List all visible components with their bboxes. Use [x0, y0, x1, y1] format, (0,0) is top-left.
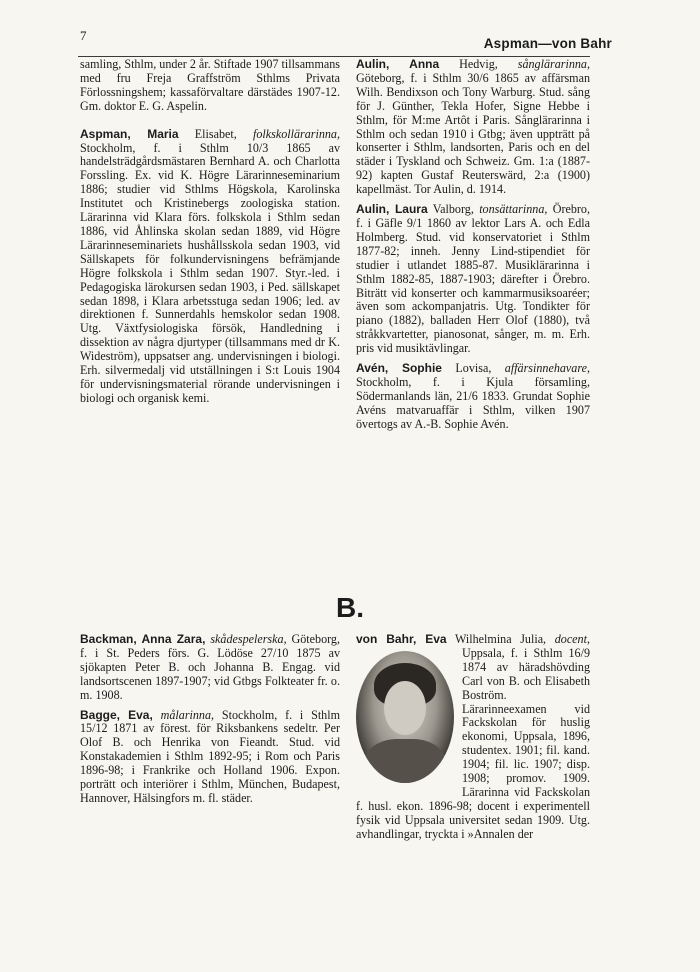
entry-name: Avén, Sophie [356, 361, 442, 376]
section-b-right-column [356, 633, 590, 848]
page-number: 7 [80, 28, 87, 43]
entry-given: Hedvig, [439, 57, 518, 71]
entry-role: affärsinnehavare [504, 361, 587, 376]
left-column [80, 58, 340, 412]
entry-given: Lovisa, [441, 361, 505, 376]
running-title: Aspman—von Bahr [483, 36, 612, 51]
right-column [356, 58, 590, 438]
portrait-face [384, 681, 426, 735]
entry-role: docent [554, 632, 587, 646]
entry-name: von Bahr, Eva [356, 632, 447, 646]
continuation-text: samling, Sthlm, under 2 år. Stiftade 1907 tillsammans med fru Freja Graffström Sthlms Privata Förlossningshem; kassaförvaltare därstädes 1907-12. Gm. doktor E. G. Aspelin. [80, 57, 340, 113]
section-b-left-column [80, 633, 340, 812]
entry-role: folkskollärarinna [253, 126, 337, 141]
entry-aspman-maria [80, 128, 340, 406]
entry-text: , Stockholm, f. i Sthlm 15/12 1871 av förest. för Riksbankens sedeltr. Per Olof B. och Henrika von Fieandt. Stud. vid Konstakademien i Sthlm 1892-95; i Rom och Paris 1896-98; i Frankrike och Holland 1906. Expon. porträtt och interiörer i Sthlm, München, Budapest, Hannover, Hälsingfors m. fl. städer. [80, 707, 340, 805]
entry-text: , Stockholm, f. i Sthlm 10/3 1865 av handelsträdgårdsmästaren Bernhard A. och Charlotta Forssling. Ex. vid K. Högre Lärarinneseminarium 1886; studier vid Sthlms Högskola, Karolinska Institutet och Kristinebergs zoologiska station. Lärarinna vid Klara förs. folkskola i Sthlm sedan 1886, vid Åhlinska skolan sedan 1889, vid Högre Lärarinneseminariets hushållsskola sedan 1903, vid Sällskapets för folkundervisningens befrämjande Högre folkskola i Sthlm sedan 1907. Styr.-led. i Pedagogiska lärokursen sedan 1903, i Ped. sällskapet sedan 1898, i Klara arbetsstuga sedan 1906; led. av direktionen f. Sunnerdahls hemskolor sedan 1908. Utg. Växtfysiologiska försök, Handledning i dissektion av några djurtyper (tillsammans med dr K. Wideström), uppsatser ang. undervisningen i biologi. Erh. silvermedalj vid utställningen i S:t Louis 1904 för undervisningsmaterial rörande undervisningen i biologi och organisk kemi. [80, 126, 341, 405]
entry-text: , Uppsala, f. i Sthlm 16/9 1874 av häradshövding Carl von B. och Elisabeth Boström. Lärarinneexamen vid Fackskolan för huslig ekonomi, Uppsala, 1896, studentex. 1901; fil. kand. 1904; fil. lic. 1907; disp. 1908; promov. 1909. Lärarinna vid Fackskolan f. husl. ekon. 1896-98; docent i experimentell fysik vid Uppsala universitet sedan 1909. Utg. avhandlingar, tryckta i »Annalen der [356, 632, 590, 841]
entry-given: Wilhelmina Julia, [446, 632, 555, 646]
entry-given [153, 708, 161, 722]
entry-name: Aspman, Maria [80, 126, 179, 141]
entry-text: , Göteborg, f. i Sthlm 30/6 1865 av affärsman Wilh. Bendixson och Tony Warburg. Stud. sång för J. Günther, Tekla Hofer, Signe Hebbe i Sthlm, för M:me Artôt i Paris. Sånglärarinna i Sthlm och sedan 1910 i Gtbg; även uppträtt på konserter i Sthlm, landsorten, Paris och en del städer i Tyskland och Schweiz. Gm. 1:a (1887-92) kapten Gustaf Reuterswärd, 2:a (1900) kapellmäst. Tor Aulin, d. 1914. [356, 57, 590, 197]
entry-text: , Örebro, f. i Gäfle 9/1 1860 av lektor Lars A. och Edla Holmberg. Stud. vid konservatoriet i Sthlm 1877-82; inneh. Jenny Lind-stipendiet för studier i utlandet 1885-87. Musiklärarinna i Sthlm 1882-85, 1887-1903; därefter i Örebro. Biträtt vid konserter och kammarmusiksoaréer; även som ackompanjatris. Utg. Tondikter för piano (1882), balladen Herr Olof (1880), två stråkkvartetter, pianosonat, sånger, m. m. Erh. pris vid musiktävlingar. [356, 202, 590, 356]
entry-von-bahr-eva [356, 633, 590, 842]
entry-aulin-anna [356, 58, 590, 197]
section-letter: B. [336, 592, 364, 623]
entry-role: sånglärarinna [517, 57, 587, 71]
entry-role: skådespelerska [210, 632, 284, 646]
entry-text: , Stockholm, f. i Kjula församling, Södermanlands län, 21/6 1833. Grundat Sophie Avéns matvaruaffär i Sthlm, vilken 1907 övertogs av A.-B. Sophie Avén. [356, 361, 590, 431]
portrait-body [364, 739, 446, 783]
entry-role: målarinna [160, 707, 212, 722]
entry-name: Backman, Anna Zara, [80, 632, 206, 646]
entry-role: tonsättarinna [479, 202, 545, 217]
entry-text: , Göteborg, f. i St. Peders förs. G. Lödöse 27/10 1875 av sjökapten Peter B. och Johanna B. Engag. vid landsortscenen 1897-1907; vid Gtbgs Folkteater fr. o. m. 1908. [80, 632, 340, 702]
entry-aven-sophie [356, 362, 590, 432]
entry-given: Elisabet, [178, 126, 253, 141]
entry-name: Bagge, Eva, [80, 707, 153, 722]
entry-given: Valborg, [427, 202, 480, 217]
entry-name: Aulin, Anna [356, 57, 440, 71]
entry-bagge-eva [80, 709, 340, 806]
entry-backman-anna [80, 633, 340, 703]
portrait-photo [356, 651, 454, 783]
entry-name: Aulin, Laura [356, 202, 428, 217]
entry-aulin-laura [356, 203, 590, 356]
